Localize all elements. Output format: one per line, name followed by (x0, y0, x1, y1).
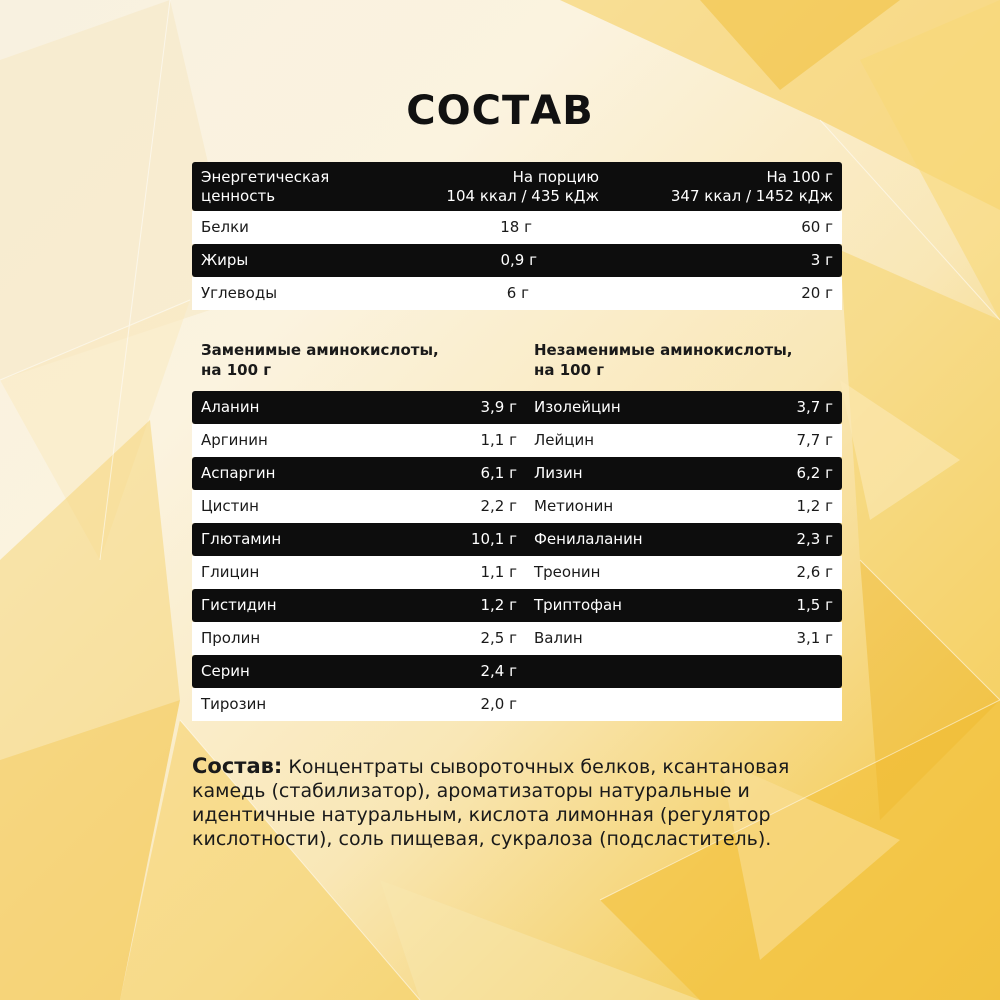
amino-value: 10,1 г (470, 530, 517, 548)
essential-amino-heading (534, 340, 793, 380)
portion-header-line2: 104 ккал / 435 кДж (446, 187, 599, 205)
amino-name: Аргинин (201, 431, 268, 449)
per100-header-line1: На 100 г (766, 168, 833, 186)
nutrition-table (192, 162, 842, 310)
amino-name: Фенилаланин (534, 530, 643, 548)
amino-name: Серин (201, 662, 250, 680)
amino-name: Глицин (201, 563, 260, 581)
nutrient-portion: 6 г (506, 284, 529, 302)
amino-value: 6,2 г (796, 464, 833, 482)
table-row (192, 688, 842, 721)
amino-name: Валин (534, 629, 583, 647)
amino-name: Аланин (201, 398, 260, 416)
table-row (192, 523, 842, 556)
portion-header-line1: На порцию (512, 168, 599, 186)
nutrient-portion: 18 г (500, 218, 532, 236)
amino-value: 2,0 г (480, 695, 517, 713)
nonessential-heading-line2: на 100 г (201, 361, 272, 379)
table-row (192, 556, 842, 589)
amino-name: Цистин (201, 497, 259, 515)
amino-value: 1,2 г (796, 497, 833, 515)
amino-name: Аспаргин (201, 464, 276, 482)
table-row (192, 457, 842, 490)
table-row (192, 277, 842, 310)
amino-value: 2,3 г (796, 530, 833, 548)
nutrient-per100: 60 г (801, 218, 833, 236)
per100-header-line2: 347 ккал / 1452 кДж (670, 187, 833, 205)
energy-label-line2: ценность (201, 187, 276, 205)
table-row (192, 589, 842, 622)
amino-value: 3,1 г (796, 629, 833, 647)
amino-value: 2,5 г (480, 629, 517, 647)
table-row (192, 655, 842, 688)
amino-value: 2,6 г (796, 563, 833, 581)
composition-label: Состав: (192, 754, 283, 778)
table-row (192, 424, 842, 457)
composition-body: Концентраты сывороточных белков, ксантановая камедь (стабилизатор), ароматизаторы натуральные и идентичные натуральным, кислота лимонная (регулятор кислотности), соль пищевая, сукралоза (подсластитель). (192, 756, 790, 850)
nutrient-name: Белки (201, 218, 249, 236)
nutrition-header-row (192, 162, 842, 211)
amino-name: Изолейцин (534, 398, 621, 416)
amino-name: Пролин (201, 629, 261, 647)
amino-value: 7,7 г (796, 431, 833, 449)
per100-header (671, 168, 833, 206)
amino-value: 6,1 г (480, 464, 517, 482)
nonessential-amino-heading (201, 340, 439, 380)
essential-heading-line1: Незаменимые аминокислоты, (534, 341, 793, 359)
amino-value: 3,9 г (480, 398, 517, 416)
amino-value: 2,4 г (480, 662, 517, 680)
amino-value: 3,7 г (796, 398, 833, 416)
nutrient-per100: 3 г (810, 251, 833, 269)
composition-text (192, 754, 812, 851)
amino-name: Триптофан (534, 596, 622, 614)
nutrient-per100: 20 г (801, 284, 833, 302)
amino-name: Метионин (534, 497, 614, 515)
portion-header (446, 168, 599, 206)
table-row (192, 622, 842, 655)
energy-label (201, 168, 329, 206)
amino-name: Лизин (534, 464, 583, 482)
amino-value: 1,2 г (480, 596, 517, 614)
amino-name: Гистидин (201, 596, 277, 614)
amino-value: 2,2 г (480, 497, 517, 515)
table-row (192, 244, 842, 277)
amino-value: 1,1 г (480, 563, 517, 581)
amino-name: Треонин (534, 563, 601, 581)
page-title: СОСТАВ (406, 88, 594, 134)
table-row (192, 211, 842, 244)
amino-value: 1,1 г (480, 431, 517, 449)
nutrient-portion: 0,9 г (500, 251, 537, 269)
nutrient-name: Углеводы (201, 284, 278, 302)
table-row (192, 391, 842, 424)
amino-value: 1,5 г (796, 596, 833, 614)
table-row (192, 490, 842, 523)
amino-name: Глютамин (201, 530, 282, 548)
amino-name: Лейцин (534, 431, 595, 449)
essential-heading-line2: на 100 г (534, 361, 605, 379)
energy-label-line1: Энергетическая (201, 168, 330, 186)
nonessential-heading-line1: Заменимые аминокислоты, (201, 341, 439, 359)
amino-table (192, 391, 842, 721)
amino-name: Тирозин (201, 695, 267, 713)
nutrient-name: Жиры (201, 251, 249, 269)
